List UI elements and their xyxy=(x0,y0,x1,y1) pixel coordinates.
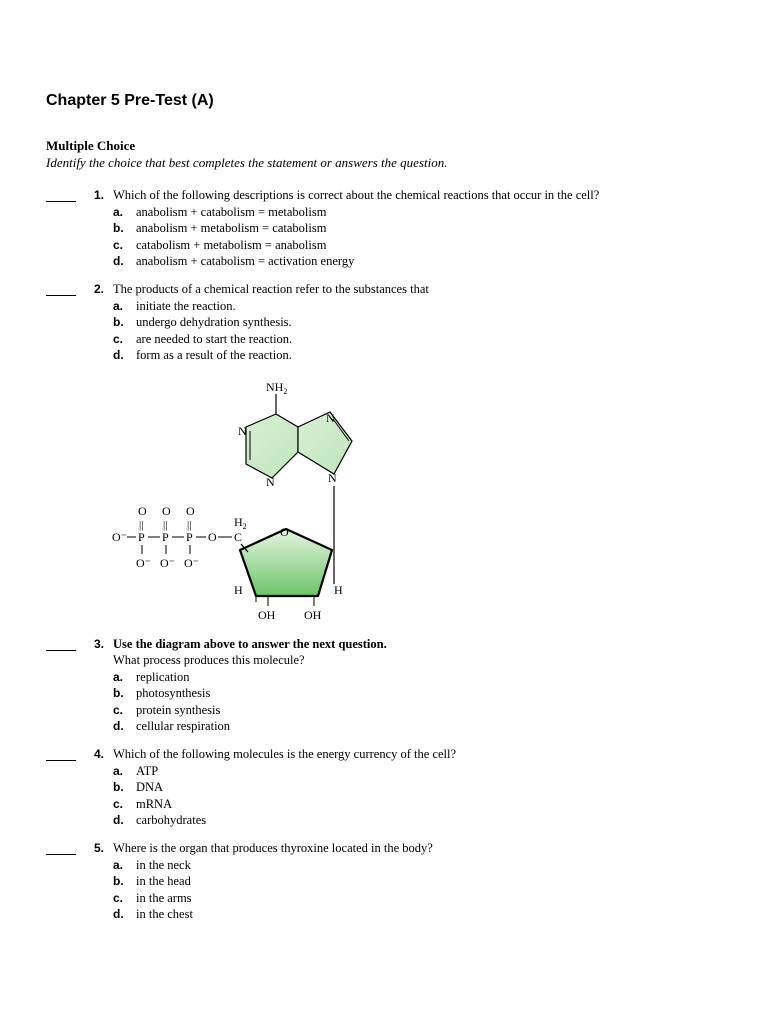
option-text: replication xyxy=(136,670,190,684)
option-text: cellular respiration xyxy=(136,719,231,733)
option-letter: a. xyxy=(113,670,124,684)
answer-blank[interactable] xyxy=(46,295,76,296)
option-text: protein synthesis xyxy=(136,703,221,717)
double-bond-label: || xyxy=(139,519,144,531)
ring-nitrogen-label: N xyxy=(328,471,337,485)
answer-blank[interactable] xyxy=(46,760,76,761)
option-letter: c. xyxy=(113,332,124,346)
question-stem: Which of the following molecules is the energy currency of the cell? xyxy=(113,747,457,761)
option-text: undergo dehydration synthesis. xyxy=(136,315,292,329)
ribose-oxygen-label: O xyxy=(280,525,289,539)
option-text: anabolism + catabolism = activation energy xyxy=(136,254,355,268)
ring-nitrogen-label: N xyxy=(266,475,275,489)
phosphate-oxygen-label: O xyxy=(138,504,147,518)
option-text: initiate the reaction. xyxy=(136,299,236,313)
option-letter: a. xyxy=(113,764,124,778)
phosphate-oxygen-label: O⁻ xyxy=(136,556,151,570)
option-text: anabolism + metabolism = catabolism xyxy=(136,221,327,235)
ring-nitrogen-label: N xyxy=(238,424,247,438)
option-letter: a. xyxy=(113,299,124,313)
option-text: ATP xyxy=(136,764,159,778)
answer-blank[interactable] xyxy=(46,201,76,202)
option-letter: d. xyxy=(113,254,124,268)
phosphorus-label: P xyxy=(162,530,169,544)
option-letter: c. xyxy=(113,797,124,811)
option-letter: d. xyxy=(113,907,124,921)
option-letter: b. xyxy=(113,874,124,888)
option-text: carbohydrates xyxy=(136,813,207,827)
question-substem: What process produces this molecule? xyxy=(113,653,305,667)
phosphate-oxygen-label: O xyxy=(162,504,171,518)
option-text: form as a result of the reaction. xyxy=(136,348,292,362)
option-text: in the neck xyxy=(136,858,191,872)
ch2-carbon-label: C xyxy=(234,530,243,544)
ch2-label: $H_2$ xyxy=(234,515,247,531)
phosphate-oxygen-label: O⁻ xyxy=(184,556,199,570)
option-letter: b. xyxy=(113,686,124,700)
option-letter: c. xyxy=(113,703,124,717)
double-bond-label: || xyxy=(163,519,168,531)
option-text: photosynthesis xyxy=(136,686,211,700)
option-text: in the chest xyxy=(136,907,193,921)
ribose-ring xyxy=(240,529,332,596)
page-title: Chapter 5 Pre-Test (A) xyxy=(46,92,214,109)
phosphorus-label: P xyxy=(186,530,193,544)
question-stem: Which of the following descriptions is correct about the chemical reactions that occur in the cell? xyxy=(113,188,600,202)
question-number: 1. xyxy=(93,188,104,202)
question-number: 3. xyxy=(93,637,104,651)
question-number: 4. xyxy=(93,747,104,761)
question-stem: Where is the organ that produces thyroxine located in the body? xyxy=(113,841,433,855)
double-bond-label: || xyxy=(187,519,192,531)
hydrogen-label: H xyxy=(334,583,343,597)
question-number: 5. xyxy=(93,841,104,855)
option-text: mRNA xyxy=(136,797,173,811)
question-stem: Use the diagram above to answer the next question. xyxy=(113,637,387,651)
option-letter: d. xyxy=(113,719,124,733)
hydroxyl-label: OH xyxy=(304,608,322,622)
purine-six-ring xyxy=(246,414,298,478)
option-letter: d. xyxy=(113,348,124,362)
answer-blank[interactable] xyxy=(46,854,76,855)
option-letter: c. xyxy=(113,891,124,905)
question-number: 2. xyxy=(93,282,104,296)
hydrogen-label: H xyxy=(234,583,243,597)
question-stem: The products of a chemical reaction refer to the substances that xyxy=(113,282,429,296)
answer-blank[interactable] xyxy=(46,650,76,651)
option-letter: d. xyxy=(113,813,124,827)
amine-label: $NH_2$ xyxy=(266,380,288,396)
option-text: catabolism + metabolism = anabolism xyxy=(136,238,327,252)
option-text: anabolism + catabolism = metabolism xyxy=(136,205,327,219)
ring-nitrogen-label: N xyxy=(326,411,335,425)
option-letter: c. xyxy=(113,238,124,252)
phosphate-oxygen-label: O⁻ xyxy=(160,556,175,570)
option-letter: b. xyxy=(113,780,124,794)
option-letter: a. xyxy=(113,858,124,872)
purine-five-ring xyxy=(298,412,352,474)
atp-molecule-diagram xyxy=(108,374,356,626)
phosphate-oxygen-label: O xyxy=(208,530,217,544)
option-letter: a. xyxy=(113,205,124,219)
option-text: in the arms xyxy=(136,891,192,905)
option-letter: b. xyxy=(113,221,124,235)
phosphate-oxygen-label: O xyxy=(186,504,195,518)
option-text: DNA xyxy=(136,780,164,794)
option-text: are needed to start the reaction. xyxy=(136,332,293,346)
option-text: in the head xyxy=(136,874,191,888)
hydroxyl-label: OH xyxy=(258,608,276,622)
section-heading: Multiple Choice xyxy=(46,138,136,153)
phosphorus-label: P xyxy=(138,530,145,544)
phosphate-oxygen-label: O⁻ xyxy=(112,530,127,544)
section-instructions: Identify the choice that best completes the statement or answers the question. xyxy=(46,155,448,170)
option-letter: b. xyxy=(113,315,124,329)
